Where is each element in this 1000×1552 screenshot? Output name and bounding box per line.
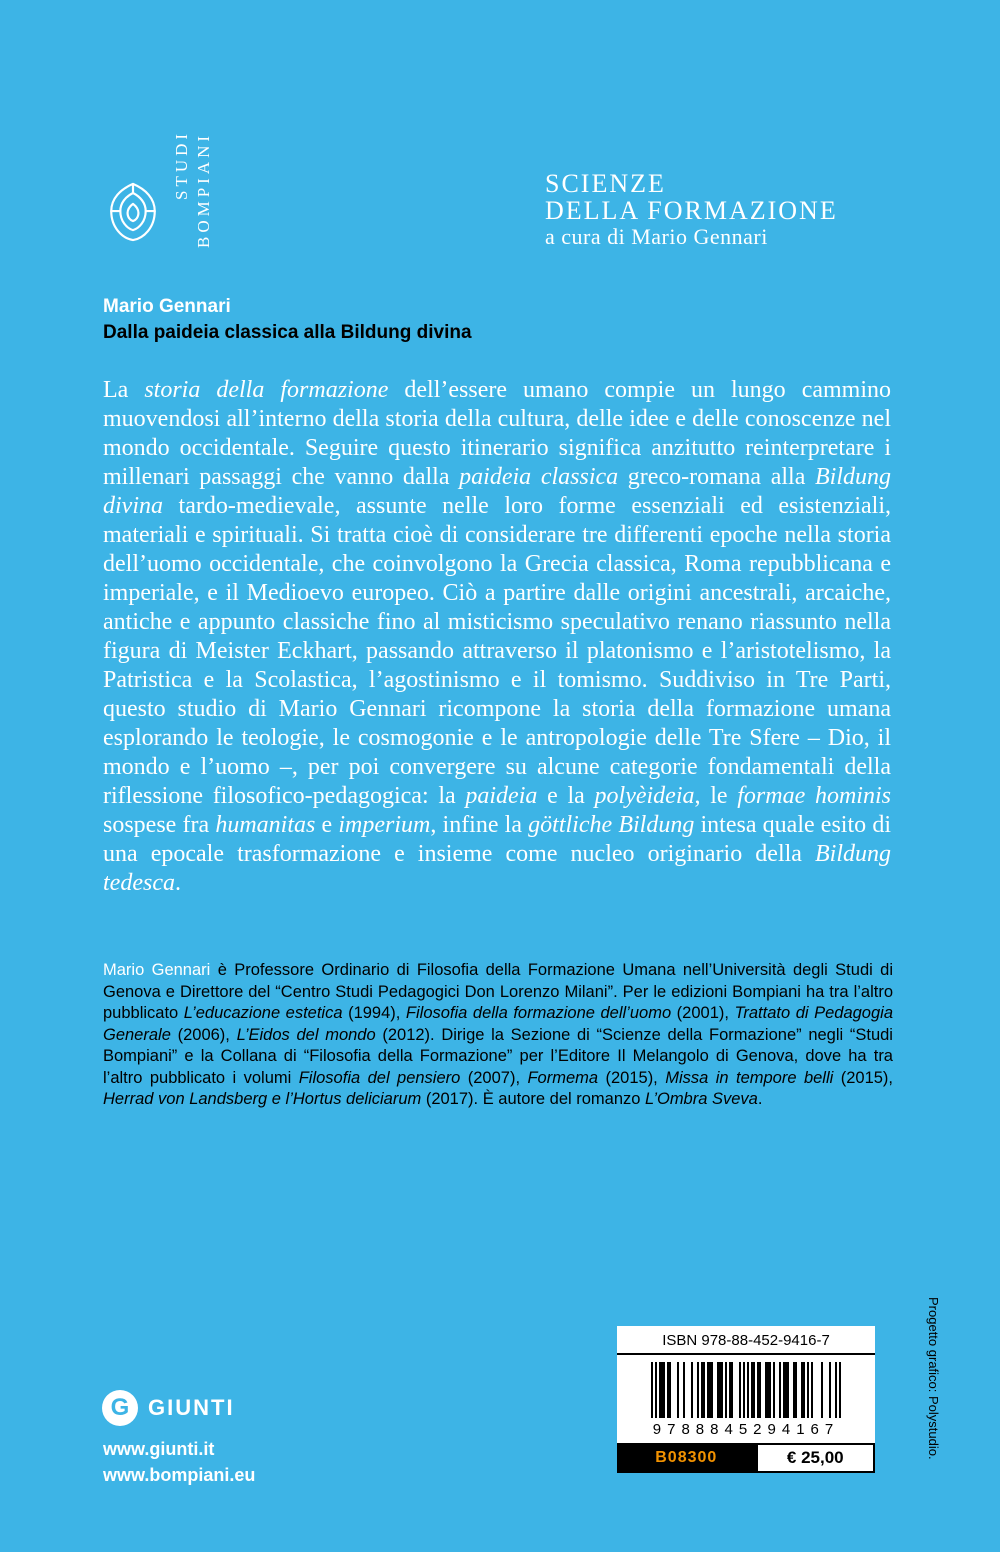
collection-title-line1: SCIENZE [545, 169, 666, 198]
price: € 25,00 [756, 1443, 875, 1473]
book-title: Dalla paideia classica alla Bildung divina [103, 322, 472, 343]
bio-paragraph: Mario Gennari è Professore Ordinario di Filosofia della Formazione Umana nell’Università degli Studi di Genova e Direttore del “Centro Studi Pedagogici Don Lorenzo Milani”. Per le edizioni Bompiani ha tra l’altro pubblicato L’educazione estetica (1994), Filosofia della formazione dell’uomo (2001), Trattato di Pedagogia Generale (2006), L’Eidos del mondo (2012). Dirige la Sezione di “Scienze della Formazione” negli “Studi Bompiani” e la Collana di “Filosofia della Formazione” per l’Editore Il Melangolo di Genova, dove ha tra l’altro pubblicato i volumi Filosofia del pensiero (2007), Formema (2015), Missa in tempore belli (2015), Herrad von Landsberg e l’Hortus deliciarum (2017). È autore del romanzo L’Ombra Sveva. [103, 961, 894, 1108]
collection-title-line2: DELLA FORMAZIONE [545, 196, 838, 225]
isbn-label: ISBN 978-88-452-9416-7 [617, 1326, 875, 1355]
url-bompiani: www.bompiani.eu [103, 1465, 256, 1485]
product-code: B08300 [617, 1443, 756, 1473]
series-vertical-bompiani: BOMPIANI [194, 131, 213, 248]
author-name: Mario Gennari [103, 296, 231, 317]
ean-number: 9788845294167 [652, 1421, 840, 1438]
url-giunti: www.giunti.it [103, 1439, 215, 1459]
collection-curator: a cura di Mario Gennari [545, 224, 768, 249]
heading-block [103, 294, 472, 346]
barcode-bars [617, 1362, 875, 1418]
design-credit-vertical: Progetto grafico: Polystudio. [926, 1297, 941, 1460]
publisher-urls [103, 1436, 255, 1488]
bompiani-rose-icon [104, 180, 162, 249]
giunti-logo-icon: G [102, 1390, 138, 1426]
giunti-logo-text: GIUNTI [148, 1395, 235, 1420]
blurb-paragraph: La storia della formazione dell’essere umano compie un lungo cammino muovendosi all’interno della storia della cultura, delle idee e delle conoscenze nel mondo occidentale. Seguire questo itinerario significa anzitutto reinterpretare i millenari passaggi che vanno dalla paideia classica greco-romana alla Bildung divina tardo-medievale, assunte nelle loro forme essenziali ed esistenziali, materiali e spirituali. Si tratta cioè di considerare tre differenti epoche nella storia dell’uomo occidentale, che coinvolgono la Grecia classica, Roma repubblicana e imperiale, e il Medioevo europeo. Ciò a partire dalle origini ancestrali, arcaiche, antiche e appunto classiche fino al misticismo speculativo renano riassunto nella figura di Meister Eckhart, passando attraverso il platonismo e l’aristotelismo, la Patristica e la Scolastica, l’agostinismo e il tomismo. Suddiviso in Tre Parti, questo studio di Mario Gennari ricompone la storia della formazione umana esplorando le teologie, le cosmogonie e le antropologie delle Tre Sfere – Dio, il mondo e l’uomo –, per poi convergere su alcune categorie fondamentali della riflessione filosofico-pedagogica: la paideia e la polyèideia, le formae hominis sospese fra humanitas e imperium, infine la göttliche Bildung intesa quale esito di una epocale trasformazione e insieme come nucleo originario della Bildung tedesca. [103, 377, 892, 896]
barcode-box [617, 1326, 875, 1473]
price-row [617, 1443, 875, 1473]
collection-header [545, 170, 838, 250]
series-vertical-studi: STUDI [172, 129, 191, 200]
giunti-logo [102, 1390, 235, 1426]
